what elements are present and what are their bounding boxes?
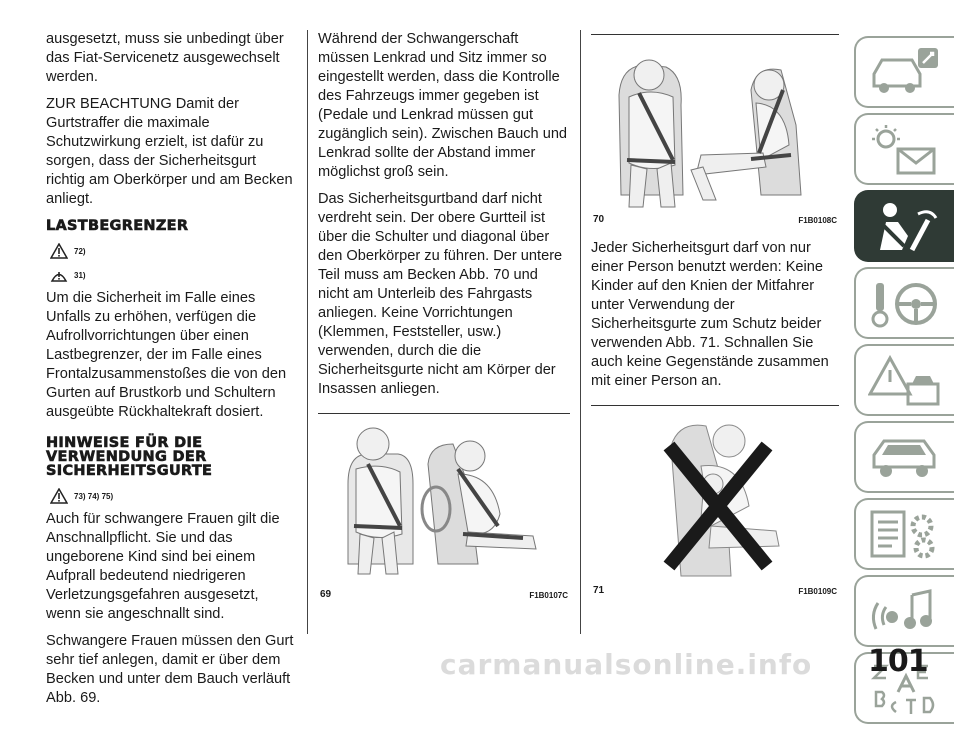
heading-line: SICHERHEITSGURTE — [46, 463, 213, 479]
car-info-icon — [868, 46, 942, 100]
watermark-text: carmanualsonline.info — [440, 648, 813, 681]
child-on-lap-prohibited-illustration — [591, 406, 839, 582]
caution-reference — [50, 265, 296, 285]
seatbelt-positioning-illustration — [591, 35, 839, 211]
figure-71 — [591, 406, 839, 596]
figure-number: 69 — [320, 589, 332, 600]
caution-icon — [50, 267, 68, 283]
text-column-3 — [591, 34, 839, 596]
tab-car-info[interactable] — [854, 36, 954, 108]
emergency-triangle-icon — [868, 354, 942, 408]
tab-multimedia[interactable] — [854, 575, 954, 647]
paragraph-note: ZUR BEACHTUNG Damit der Gurtstraffer die maximale Schutzwirkung erzielt, ist dafür zu sorgen, dass der Sicherheitsgurt richtig am Oberkörper und am Becken anliegt. — [46, 96, 293, 207]
figure-number: 70 — [593, 214, 605, 225]
figure-code: F1B0107C — [529, 591, 568, 600]
warning-lights-icon — [868, 123, 942, 177]
paragraph: ausgesetzt, muss sie unbedingt über das Fiat-Servicenetz ausgewechselt werden. — [46, 31, 284, 85]
section-heading-lastbegrenzer: LASTBEGRENZER — [46, 218, 189, 234]
paragraph: Um die Sicherheit im Falle eines Unfalls zu erhöhen, verfügen die Aufrollvorrichtungen über einen Lastbegrenzer, der im Falle eines Frontalzusammenstoßes die von den Gurten auf Brustkorb und Schultern ausgeübte Rückhaltekraft dosiert. — [46, 290, 287, 420]
warning-reference — [50, 486, 296, 506]
technical-data-icon — [868, 508, 942, 562]
tab-starting-driving[interactable] — [854, 267, 954, 339]
paragraph: Während der Schwangerschaft müssen Lenkrad und Sitz immer so eingestellt werden, dass die Kontrolle des Fahrzeugs immer gegeben ist (Pedale und Lenkrad müssen gut zugänglich sein). Zwischen Bauch und Lenkrad sollte der Abstand immer möglichst groß sein. — [318, 31, 568, 180]
warning-ref-text: 72) — [74, 246, 86, 256]
paragraph: Das Sicherheitsgurtband darf nicht verdreht sein. Der obere Gurtteil ist über die Schulter und diagonal über den Oberkörper zu führen. Der untere Teil muss am Becken Abb. 70 und nicht am Unterleib des Fahrgasts anliegen. Keine Vorrichtungen (Klemmen, Feststeller, usw.) verwenden, durch die die Sicherheitsgurte nicht am Körper der Insassen anliegen. — [318, 191, 563, 397]
figure-69 — [318, 414, 570, 600]
column-divider — [580, 30, 581, 634]
text-column-2 — [318, 30, 570, 600]
warning-triangle-icon — [50, 488, 68, 504]
column-divider — [307, 30, 308, 634]
warning-ref-text: 73) 74) 75) — [74, 491, 114, 501]
figure-code: F1B0109C — [798, 587, 837, 596]
figure-number: 71 — [593, 585, 605, 596]
tab-safety[interactable] — [854, 190, 954, 262]
tab-maintenance[interactable] — [854, 421, 954, 493]
section-heading-hinweise — [46, 436, 296, 478]
warning-triangle-icon — [50, 243, 68, 259]
figure-code: F1B0108C — [798, 216, 837, 225]
key-steering-icon — [868, 277, 942, 331]
heading-line: HINWEISE FÜR DIE — [46, 435, 203, 451]
tab-technical-data[interactable] — [854, 498, 954, 570]
paragraph: Schwangere Frauen müssen den Gurt sehr tief anlegen, damit er über dem Becken und unter dem Bauch verläuft Abb. 69. — [46, 633, 294, 706]
tab-emergency[interactable] — [854, 344, 954, 416]
heading-line: VERWENDUNG DER — [46, 449, 207, 465]
pregnant-woman-seatbelt-illustration — [318, 414, 570, 586]
tab-warning-lights[interactable] — [854, 113, 954, 185]
paragraph: Auch für schwangere Frauen gilt die Anschnallpflicht. Sie und das ungeborene Kind sind bei einem Aufprall bedeutend niedrigeren Verletzungsgefahren ausgesetzt, wenn sie angeschnallt sind. — [46, 511, 280, 622]
text-column-1 — [46, 30, 296, 716]
multimedia-icon — [868, 585, 942, 639]
figure-70 — [591, 35, 839, 225]
paragraph: Jeder Sicherheitsgurt darf von nur einer Person benutzt werden: Keine Kinder auf den Knien der Mitfahrer unter Verwendung der Sicherheitsgurte zum Schutz beider verwenden Abb. 71. Schnallen Sie auch keine Gegenstände zusammen mit einer Person an. — [591, 240, 829, 389]
chapter-tabs-sidebar — [854, 36, 954, 729]
car-maintenance-icon — [868, 431, 942, 485]
seatbelt-airbag-icon — [868, 200, 942, 254]
warning-reference — [50, 241, 296, 261]
caution-ref-text: 31) — [74, 270, 86, 280]
page-number: 101 — [868, 644, 928, 679]
